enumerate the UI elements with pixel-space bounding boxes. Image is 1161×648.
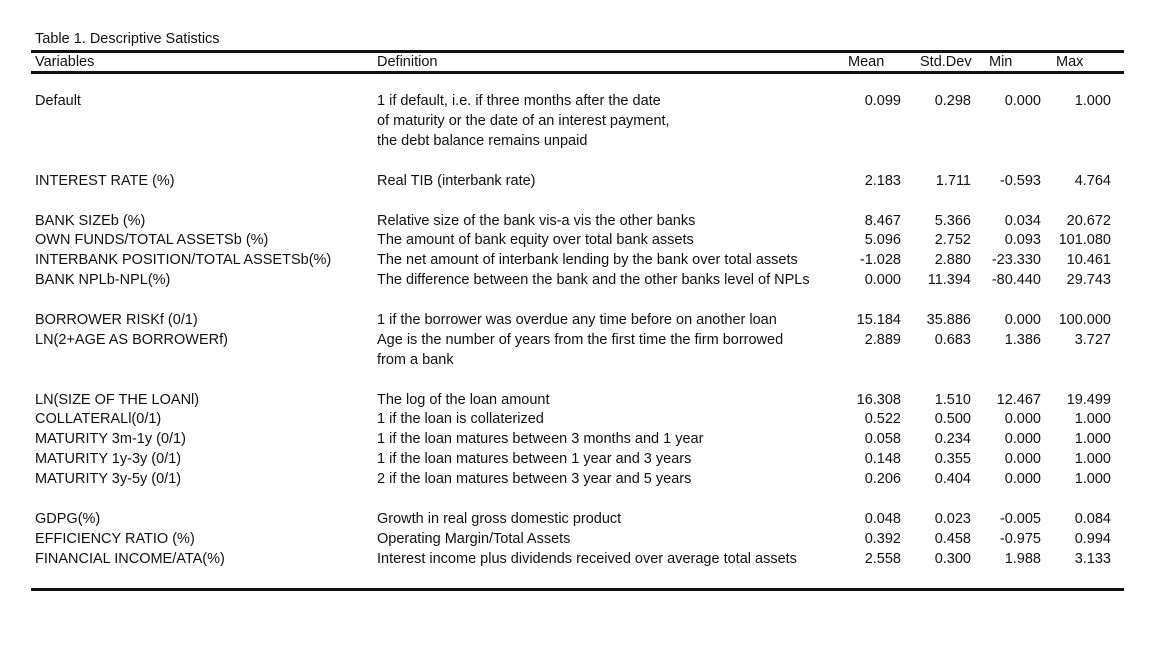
row-min: 12.467 (996, 392, 1041, 408)
row-definition-line: the debt balance remains unpaid (377, 133, 588, 149)
row-mean: 0.522 (864, 411, 901, 427)
row-definition-line: from a bank (377, 352, 454, 368)
row-std-dev: 0.023 (934, 511, 971, 527)
bottom-rule (31, 588, 1124, 591)
row-definition: 1 if the loan is collaterized (377, 411, 544, 427)
row-min: 1.988 (1004, 551, 1041, 567)
table-row (31, 429, 1124, 449)
row-max: 0.994 (1074, 531, 1111, 547)
row-mean: 2.558 (864, 551, 901, 567)
row-mean: 0.048 (864, 511, 901, 527)
row-mean: 0.206 (864, 471, 901, 487)
row-min: -0.593 (999, 173, 1041, 189)
row-std-dev: 35.886 (926, 312, 971, 328)
row-variable: Default (35, 93, 81, 109)
table-row (31, 549, 1124, 569)
table-row (31, 509, 1124, 529)
row-std-dev: 1.711 (935, 173, 971, 189)
header-std-dev: Std.Dev (920, 54, 972, 70)
row-variable: INTEREST RATE (%) (35, 173, 175, 189)
row-min: 0.093 (1004, 232, 1041, 248)
row-std-dev: 2.752 (934, 232, 971, 248)
row-mean: 16.308 (856, 392, 901, 408)
row-mean: 0.000 (864, 272, 901, 288)
row-mean: -1.028 (859, 252, 901, 268)
row-std-dev: 0.683 (934, 332, 971, 348)
row-variable: BORROWER RISKf (0/1) (35, 312, 198, 328)
row-max: 0.084 (1074, 511, 1111, 527)
row-min: 0.000 (1004, 471, 1041, 487)
row-definition: The amount of bank equity over total bank assets (377, 232, 694, 248)
row-min: 0.000 (1004, 312, 1041, 328)
header-rule (31, 71, 1124, 74)
row-std-dev: 11.394 (927, 272, 971, 288)
table-row (31, 409, 1124, 429)
table-row (31, 310, 1124, 330)
row-definition: Growth in real gross domestic product (377, 511, 622, 527)
row-variable: MATURITY 1y-3y (0/1) (35, 451, 182, 467)
row-min: -23.330 (991, 252, 1041, 268)
row-mean: 0.099 (864, 93, 901, 109)
row-variable: OWN FUNDS/TOTAL ASSETSb (%) (35, 232, 269, 248)
row-definition: Interest income plus dividends received over average total assets (377, 551, 797, 567)
row-std-dev: 0.500 (934, 411, 971, 427)
row-min: -80.440 (991, 272, 1041, 288)
row-definition-line: Age is the number of years from the first time the firm borrowed (377, 332, 784, 348)
row-variable: EFFICIENCY RATIO (%) (35, 531, 195, 547)
row-std-dev: 0.355 (934, 451, 971, 467)
row-std-dev: 0.298 (934, 93, 971, 109)
row-max: 1.000 (1074, 431, 1111, 447)
table-row (31, 469, 1124, 489)
row-definition: The log of the loan amount (377, 392, 550, 408)
row-definition-line: of maturity or the date of an interest payment, (377, 113, 670, 129)
row-mean: 0.392 (864, 531, 901, 547)
row-definition: The net amount of interbank lending by the bank over total assets (377, 252, 798, 268)
row-max: 29.743 (1066, 272, 1111, 288)
row-mean: 8.467 (864, 213, 901, 229)
row-variable: FINANCIAL INCOME/ATA(%) (35, 551, 225, 567)
row-std-dev: 0.458 (934, 531, 971, 547)
row-min: -0.975 (999, 531, 1041, 547)
row-variable: BANK NPLb-NPL(%) (35, 272, 171, 288)
header-mean: Mean (848, 54, 885, 70)
row-max: 1.000 (1074, 471, 1111, 487)
header-min: Min (989, 54, 1013, 70)
row-max: 1.000 (1074, 93, 1111, 109)
row-max: 1.000 (1074, 411, 1111, 427)
row-max: 10.461 (1066, 252, 1111, 268)
row-max: 4.764 (1074, 173, 1111, 189)
row-std-dev: 1.510 (934, 392, 971, 408)
row-mean: 0.148 (864, 451, 901, 467)
row-min: 0.034 (1004, 213, 1041, 229)
table-row (31, 270, 1124, 290)
row-definition: 1 if the loan matures between 3 months and 1 year (377, 431, 704, 447)
row-max: 101.080 (1058, 232, 1111, 248)
row-min: 0.000 (1004, 431, 1041, 447)
table-row (31, 250, 1124, 270)
row-definition: 2 if the loan matures between 3 year and 5 years (377, 471, 692, 487)
table-caption: Table 1. Descriptive Satistics (35, 31, 220, 47)
row-min: 1.386 (1004, 332, 1041, 348)
row-mean: 5.096 (864, 232, 901, 248)
row-variable: GDPG(%) (35, 511, 101, 527)
row-definition (377, 91, 837, 151)
row-mean: 15.184 (856, 312, 901, 328)
row-mean: 0.058 (864, 431, 901, 447)
row-definition: 1 if the borrower was overdue any time before on another loan (377, 312, 777, 328)
row-min: 0.000 (1004, 93, 1041, 109)
row-max: 100.000 (1058, 312, 1111, 328)
row-definition (377, 330, 837, 370)
table-row (31, 211, 1124, 231)
row-variable: MATURITY 3m-1y (0/1) (35, 431, 186, 447)
row-std-dev: 0.300 (934, 551, 971, 567)
row-std-dev: 0.234 (934, 431, 971, 447)
table-row (31, 91, 1124, 149)
header-max: Max (1056, 54, 1084, 70)
row-variable: LN(2+AGE AS BORROWERf) (35, 332, 228, 348)
header-row (31, 52, 1124, 72)
row-min: -0.005 (999, 511, 1041, 527)
row-std-dev: 0.404 (934, 471, 971, 487)
header-variables: Variables (35, 54, 95, 70)
row-definition: Real TIB (interbank rate) (377, 173, 536, 189)
row-max: 3.727 (1074, 332, 1111, 348)
row-mean: 2.889 (864, 332, 901, 348)
row-definition-line: 1 if default, i.e. if three months after the date (377, 93, 661, 109)
table-row (31, 529, 1124, 549)
row-std-dev: 2.880 (934, 252, 971, 268)
row-min: 0.000 (1004, 451, 1041, 467)
row-mean: 2.183 (864, 173, 901, 189)
row-max: 1.000 (1074, 451, 1111, 467)
row-max: 3.133 (1074, 551, 1111, 567)
table-row (31, 171, 1124, 191)
row-variable: COLLATERALl(0/1) (35, 411, 162, 427)
row-variable: MATURITY 3y-5y (0/1) (35, 471, 182, 487)
row-definition: 1 if the loan matures between 1 year and 3 years (377, 451, 692, 467)
row-std-dev: 5.366 (934, 213, 971, 229)
row-variable: INTERBANK POSITION/TOTAL ASSETSb(%) (35, 252, 332, 268)
row-max: 19.499 (1066, 392, 1111, 408)
table-row (31, 330, 1124, 368)
row-min: 0.000 (1004, 411, 1041, 427)
row-definition: Operating Margin/Total Assets (377, 531, 571, 547)
row-max: 20.672 (1066, 213, 1111, 229)
row-variable: BANK SIZEb (%) (35, 213, 146, 229)
table-row (31, 230, 1124, 250)
row-definition: Relative size of the bank vis-a vis the other banks (377, 213, 696, 229)
table-row (31, 449, 1124, 469)
row-variable: LN(SIZE OF THE LOANl) (35, 392, 200, 408)
header-definition: Definition (377, 54, 438, 70)
table-row (31, 390, 1124, 410)
row-definition: The difference between the bank and the other banks level of NPLs (377, 272, 810, 288)
